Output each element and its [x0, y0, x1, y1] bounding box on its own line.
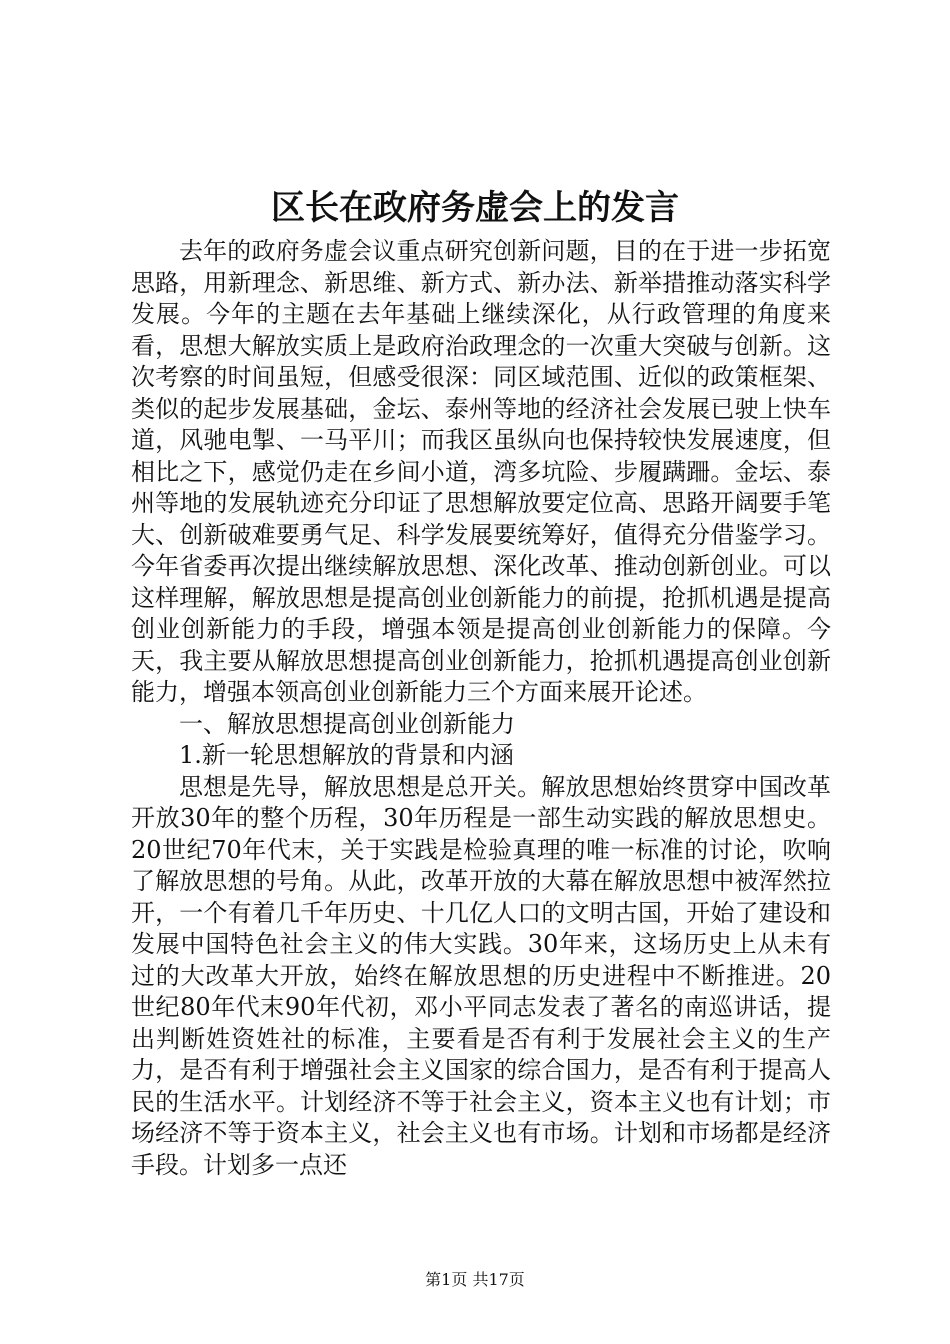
document-title: 区长在政府务虚会上的发言 [271, 188, 679, 228]
page-number: 第1页 共17页 [425, 1270, 525, 1289]
document-body [131, 236, 831, 1181]
paragraph-body: 思想是先导，解放思想是总开关。解放思想始终贯穿中国改革开放30年的整个历程，30年历程是一部生动实践的解放思想史。20世纪70年代末，关于实践是检验真理的唯一标准的讨论，吹响了解放思想的号角。从此，改革开放的大幕在解放思想中被浑然拉开，一个有着几千年历史、十几亿人口的文明古国，开始了建设和发展中国特色社会主义的伟大实践。30年来，这场历史上从未有过的大改革大开放，始终在解放思想的历史进程中不断推进。20世纪80年代末90年代初，邓小平同志发表了著名的南巡讲话，提出判断姓资姓社的标准，主要看是否有利于发展社会主义的生产力，是否有利于增强社会主义国家的综合国力，是否有利于提高人民的生活水平。计划经济不等于社会主义，资本主义也有计划；市场经济不等于资本主义，社会主义也有市场。计划和市场都是经济手段。计划多一点还 [131, 772, 831, 1179]
section-heading: 一、解放思想提高创业创新能力 [179, 709, 515, 738]
paragraph-intro: 去年的政府务虚会议重点研究创新问题，目的在于进一步拓宽思路，用新理念、新思维、新方式、新办法、新举措推动落实科学发展。今年的主题在去年基础上继续深化，从行政管理的角度来看，思想大解放实质上是政府治政理念的一次重大突破与创新。这次考察的时间虽短，但感受很深：同区域范围、近似的政策框架、类似的起步发展基础，金坛、泰州等地的经济社会发展已驶上快车道，风驰电掣、一马平川；而我区虽纵向也保持较快发展速度，但相比之下，感觉仍走在乡间小道，湾多坑险、步履蹒跚。金坛、泰州等地的发展轨迹充分印证了思想解放要定位高、思路开阔要手笔大、创新破难要勇气足、科学发展要统筹好，值得充分借鉴学习。今年省委再次提出继续解放思想、深化改革、推动创新创业。可以这样理解，解放思想是提高创业创新能力的前提，抢抓机遇是提高创业创新能力的手段，增强本领是提高创业创新能力的保障。今天，我主要从解放思想提高创业创新能力，抢抓机遇提高创业创新能力，增强本领高创业创新能力三个方面来展开论述。 [131, 237, 831, 706]
subsection-heading: 1.新一轮思想解放的背景和内涵 [179, 741, 514, 769]
